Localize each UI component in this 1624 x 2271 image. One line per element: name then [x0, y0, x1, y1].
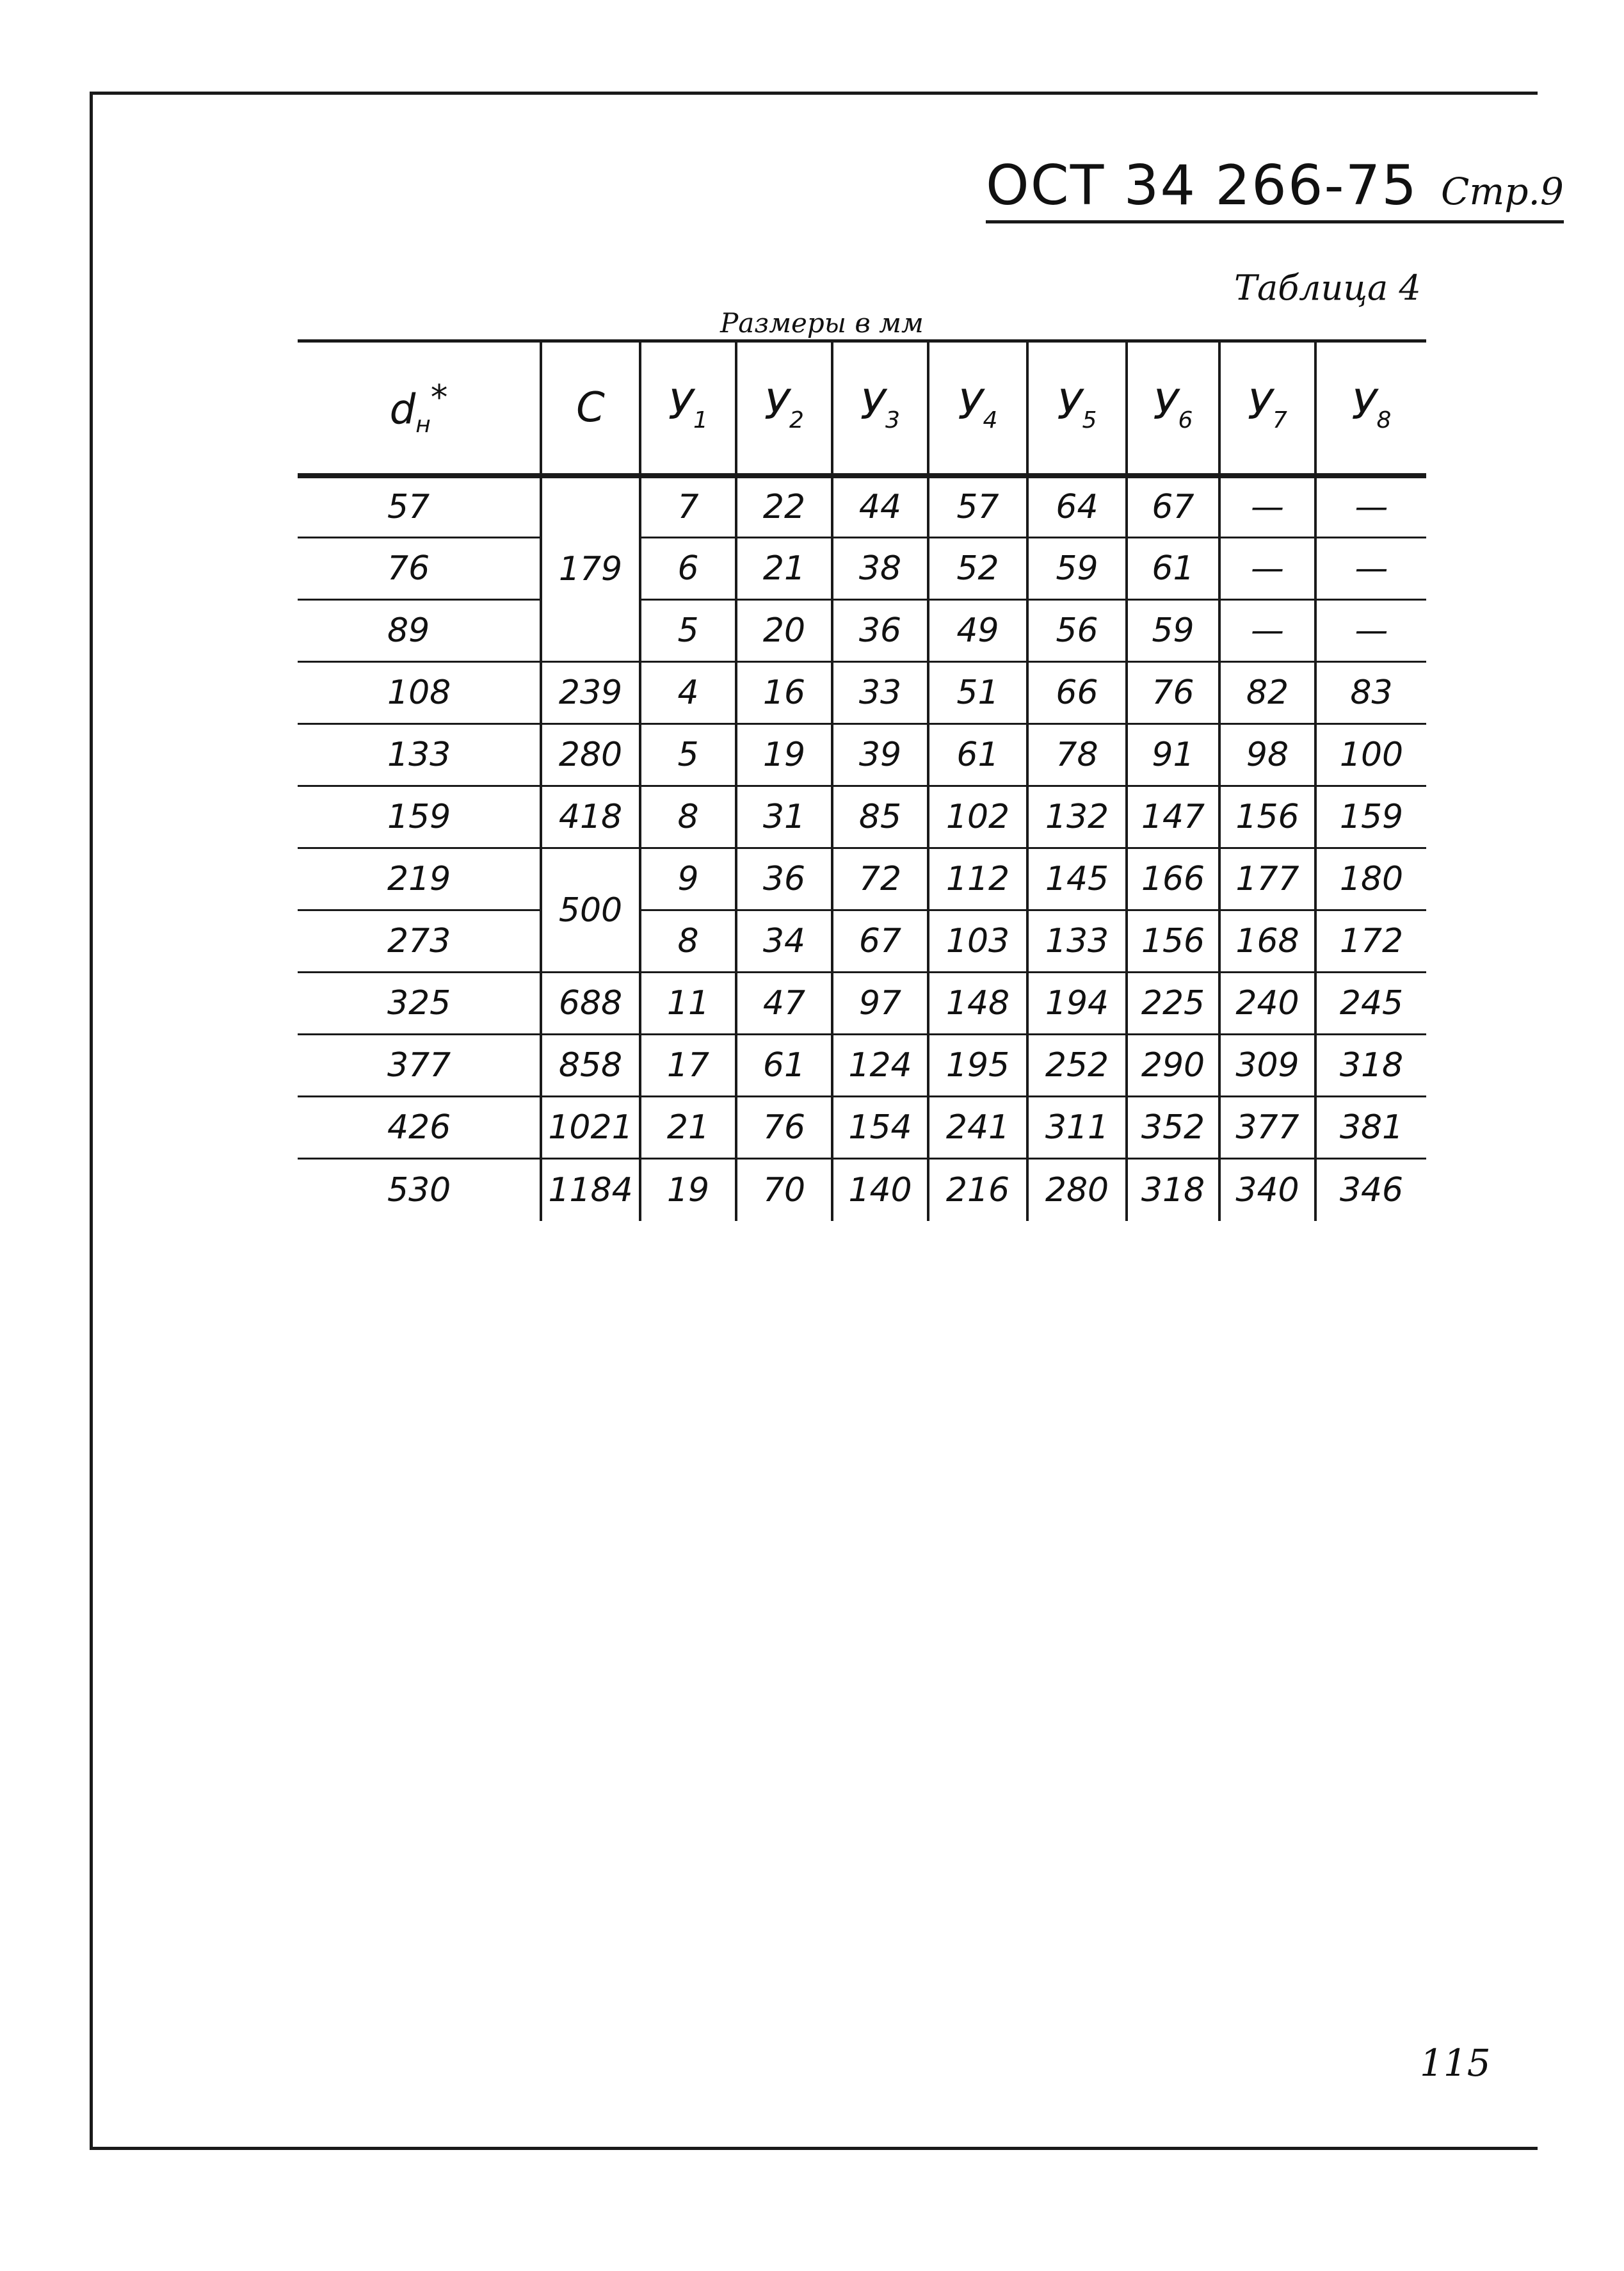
header-y8: $У_8$ [1315, 341, 1426, 476]
cell-y7: 340 [1219, 1159, 1315, 1221]
cell-y2: 31 [736, 786, 832, 848]
cell-y6: 352 [1127, 1097, 1219, 1159]
table-body [298, 476, 1426, 1221]
table-row [298, 538, 1426, 600]
header-c: С [541, 341, 640, 476]
cell-y2: 20 [736, 600, 832, 662]
cell-y5: 252 [1027, 1035, 1127, 1097]
cell-y3: 67 [832, 910, 928, 973]
cell-dn: 325 [298, 973, 541, 1035]
cell-y2: 19 [736, 724, 832, 786]
header-dn: $d_н^*$ [298, 341, 541, 476]
cell-y1: 7 [640, 476, 736, 538]
cell-y7: 168 [1219, 910, 1315, 973]
cell-y7: — [1219, 538, 1315, 600]
cell-y3: 72 [832, 848, 928, 910]
cell-y3: 36 [832, 600, 928, 662]
cell-y5: 145 [1027, 848, 1127, 910]
cell-y1: 17 [640, 1035, 736, 1097]
cell-y2: 21 [736, 538, 832, 600]
cell-y7: — [1219, 600, 1315, 662]
table-row [298, 724, 1426, 786]
table-title: Таблица 4 [1234, 268, 1421, 308]
cell-y6: 156 [1127, 910, 1219, 973]
cell-y1: 6 [640, 538, 736, 600]
cell-c: 280 [541, 724, 640, 786]
cell-y7: 98 [1219, 724, 1315, 786]
cell-y8: 180 [1315, 848, 1426, 910]
cell-y1: 5 [640, 724, 736, 786]
cell-y5: 194 [1027, 973, 1127, 1035]
cell-y2: 61 [736, 1035, 832, 1097]
table-row [298, 1159, 1426, 1221]
table-row [298, 848, 1426, 910]
cell-y8: 83 [1315, 662, 1426, 724]
page-label: Стр.9 [1441, 170, 1564, 213]
cell-y6: 59 [1127, 600, 1219, 662]
cell-y3: 154 [832, 1097, 928, 1159]
header-y5: $У_5$ [1027, 341, 1127, 476]
table-row [298, 662, 1426, 724]
cell-y4: 216 [928, 1159, 1027, 1221]
cell-y2: 76 [736, 1097, 832, 1159]
cell-y6: 147 [1127, 786, 1219, 848]
cell-c: 688 [541, 973, 640, 1035]
cell-dn: 159 [298, 786, 541, 848]
cell-y4: 195 [928, 1035, 1027, 1097]
cell-y2: 22 [736, 476, 832, 538]
cell-y3: 33 [832, 662, 928, 724]
cell-y8: — [1315, 538, 1426, 600]
page-number: 115 [1420, 2041, 1491, 2085]
table-row [298, 600, 1426, 662]
cell-c: 239 [541, 662, 640, 724]
cell-y4: 61 [928, 724, 1027, 786]
cell-c: 179 [541, 476, 640, 662]
cell-y4: 241 [928, 1097, 1027, 1159]
cell-dn: 57 [298, 476, 541, 538]
cell-c: 1021 [541, 1097, 640, 1159]
header-y4: $У_4$ [928, 341, 1027, 476]
cell-y8: — [1315, 600, 1426, 662]
cell-y8: 318 [1315, 1035, 1426, 1097]
cell-y1: 4 [640, 662, 736, 724]
cell-y6: 91 [1127, 724, 1219, 786]
cell-y4: 112 [928, 848, 1027, 910]
document-code [986, 154, 1564, 223]
cell-y5: 56 [1027, 600, 1127, 662]
cell-y1: 5 [640, 600, 736, 662]
cell-y3: 38 [832, 538, 928, 600]
table-row [298, 476, 1426, 538]
cell-y5: 59 [1027, 538, 1127, 600]
cell-y6: 290 [1127, 1035, 1219, 1097]
cell-y1: 8 [640, 786, 736, 848]
cell-y6: 225 [1127, 973, 1219, 1035]
cell-y3: 97 [832, 973, 928, 1035]
cell-dn: 377 [298, 1035, 541, 1097]
cell-y2: 70 [736, 1159, 832, 1221]
cell-dn: 133 [298, 724, 541, 786]
cell-y1: 9 [640, 848, 736, 910]
cell-y7: 240 [1219, 973, 1315, 1035]
cell-y5: 66 [1027, 662, 1127, 724]
table-units: Размеры в мм [720, 307, 924, 339]
table-row [298, 1097, 1426, 1159]
cell-y8: 100 [1315, 724, 1426, 786]
cell-dn: 108 [298, 662, 541, 724]
cell-y7: 156 [1219, 786, 1315, 848]
cell-y4: 51 [928, 662, 1027, 724]
cell-dn: 426 [298, 1097, 541, 1159]
cell-y4: 52 [928, 538, 1027, 600]
header-y6: $У_6$ [1127, 341, 1219, 476]
cell-y3: 124 [832, 1035, 928, 1097]
cell-y6: 318 [1127, 1159, 1219, 1221]
cell-dn: 530 [387, 1170, 451, 1209]
cell-y5: 64 [1027, 476, 1127, 538]
table-row [298, 910, 1426, 973]
cell-y6: 76 [1127, 662, 1219, 724]
cell-dn: 76 [298, 538, 541, 600]
cell-y5: 78 [1027, 724, 1127, 786]
cell-y6: 67 [1127, 476, 1219, 538]
cell-y7: 82 [1219, 662, 1315, 724]
cell-y8: 245 [1315, 973, 1426, 1035]
cell-y7: — [1219, 476, 1315, 538]
cell-c: 418 [541, 786, 640, 848]
cell-y7: 377 [1219, 1097, 1315, 1159]
cell-dn: 273 [298, 910, 541, 973]
cell-dn: 89 [298, 600, 541, 662]
cell-y4: 148 [928, 973, 1027, 1035]
cell-y6: 166 [1127, 848, 1219, 910]
cell-y1: 19 [640, 1159, 736, 1221]
header-y7: $У_7$ [1219, 341, 1315, 476]
cell-y5: 311 [1027, 1097, 1127, 1159]
cell-y8: 381 [1315, 1097, 1426, 1159]
cell-dn: 219 [298, 848, 541, 910]
cell-y5: 280 [1027, 1159, 1127, 1221]
cell-y1: 8 [640, 910, 736, 973]
cell-y2: 47 [736, 973, 832, 1035]
cell-y7: 309 [1219, 1035, 1315, 1097]
table-header-row [298, 341, 1426, 476]
cell-c: 500 [541, 848, 640, 973]
cell-y6: 61 [1127, 538, 1219, 600]
header-y1: $У_1$ [640, 341, 736, 476]
cell-y3: 140 [832, 1159, 928, 1221]
table-row [298, 786, 1426, 848]
cell-y2: 34 [736, 910, 832, 973]
header-y3: $У_3$ [832, 341, 928, 476]
cell-c: 858 [541, 1035, 640, 1097]
cell-y5: 132 [1027, 786, 1127, 848]
cell-y4: 103 [928, 910, 1027, 973]
doc-prefix: ОСТ [986, 154, 1105, 218]
doc-number: 34 266-75 [1123, 154, 1419, 218]
cell-y1: 21 [640, 1097, 736, 1159]
cell-y8: — [1315, 476, 1426, 538]
cell-y8: 172 [1315, 910, 1426, 973]
cell-y4: 57 [928, 476, 1027, 538]
cell-y3: 44 [832, 476, 928, 538]
cell-y8: 346 [1315, 1159, 1426, 1221]
table-row [298, 973, 1426, 1035]
cell-y4: 49 [928, 600, 1027, 662]
dimensions-table [298, 339, 1426, 1221]
cell-c: 1184 [541, 1159, 640, 1221]
cell-y2: 16 [736, 662, 832, 724]
header-y2: $У_2$ [736, 341, 832, 476]
cell-y8: 159 [1315, 786, 1426, 848]
cell-y4: 102 [928, 786, 1027, 848]
cell-y1: 11 [640, 973, 736, 1035]
cell-y2: 36 [736, 848, 832, 910]
cell-y5: 133 [1027, 910, 1127, 973]
cell-y3: 39 [832, 724, 928, 786]
cell-y3: 85 [832, 786, 928, 848]
cell-y7: 177 [1219, 848, 1315, 910]
table-row [298, 1035, 1426, 1097]
